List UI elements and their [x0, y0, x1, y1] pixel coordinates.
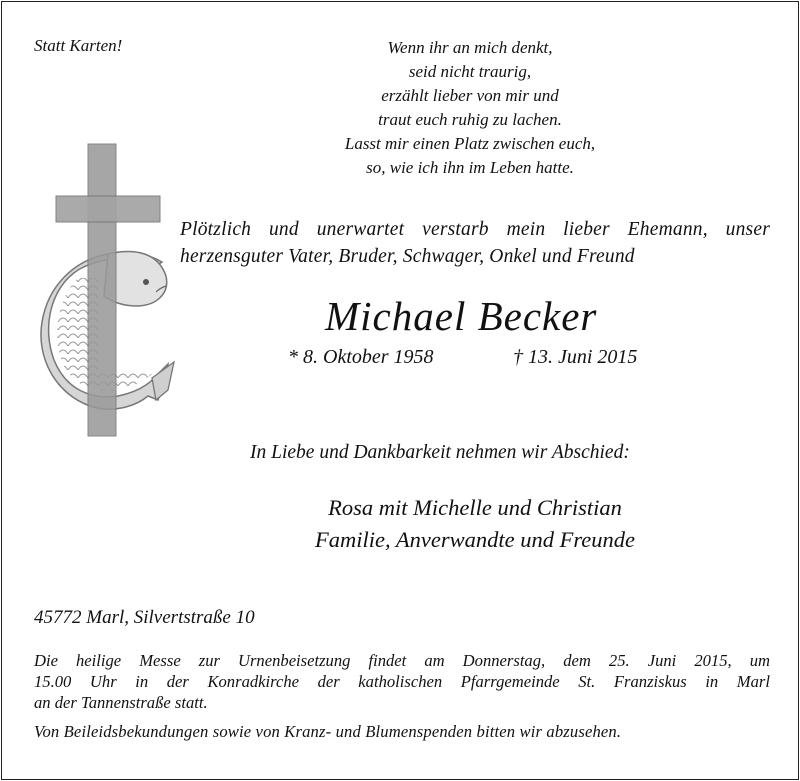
- address: 45772 Marl, Silvertstraße 10: [34, 607, 255, 628]
- deceased-name: Michael Becker: [325, 293, 598, 339]
- death-date: † 13. Juni 2015: [513, 346, 638, 368]
- farewell-line: In Liebe und Dankbarkeit nehmen wir Abschied:: [250, 442, 630, 463]
- poem-line: Lasst mir einen Platz zwischen euch,: [344, 134, 596, 153]
- birth-date: * 8. Oktober 1958: [288, 346, 434, 368]
- mass-notice: [34, 650, 770, 713]
- poem-line: seid nicht traurig,: [408, 62, 532, 81]
- mass-notice-line: Die heilige Messe zur Urnenbeisetzung findet am Donnerstag, dem 25. Juni 2015, um: [34, 651, 770, 670]
- cross-with-fish-icon: [38, 138, 178, 444]
- announcement-line: Plötzlich und unerwartet verstarb mein lieber Ehemann, unser: [180, 219, 770, 240]
- poem: [300, 36, 640, 180]
- mourner-line: Familie, Anverwandte und Freunde: [315, 527, 635, 552]
- poem-line: erzählt lieber von mir und: [381, 86, 559, 105]
- mourners: [250, 492, 700, 556]
- statt-karten-label: Statt Karten!: [34, 36, 123, 55]
- poem-line: Wenn ihr an mich denkt,: [387, 38, 553, 57]
- announcement-line: herzensguter Vater, Bruder, Schwager, Onkel und Freund: [180, 246, 635, 267]
- death-announcement: [180, 216, 770, 270]
- poem-line: so, wie ich ihn im Leben hatte.: [366, 158, 574, 177]
- mass-notice-line: 15.00 Uhr in der Konradkirche der katholischen Pfarrgemeinde St. Franziskus in Marl: [34, 672, 770, 691]
- mourner-line: Rosa mit Michelle und Christian: [328, 495, 622, 520]
- mass-notice-line: an der Tannenstraße statt.: [34, 693, 208, 712]
- poem-line: traut euch ruhig zu lachen.: [378, 110, 562, 129]
- condolence-note: Von Beileidsbekundungen sowie von Kranz- und Blumenspenden bitten wir abzusehen.: [34, 722, 622, 741]
